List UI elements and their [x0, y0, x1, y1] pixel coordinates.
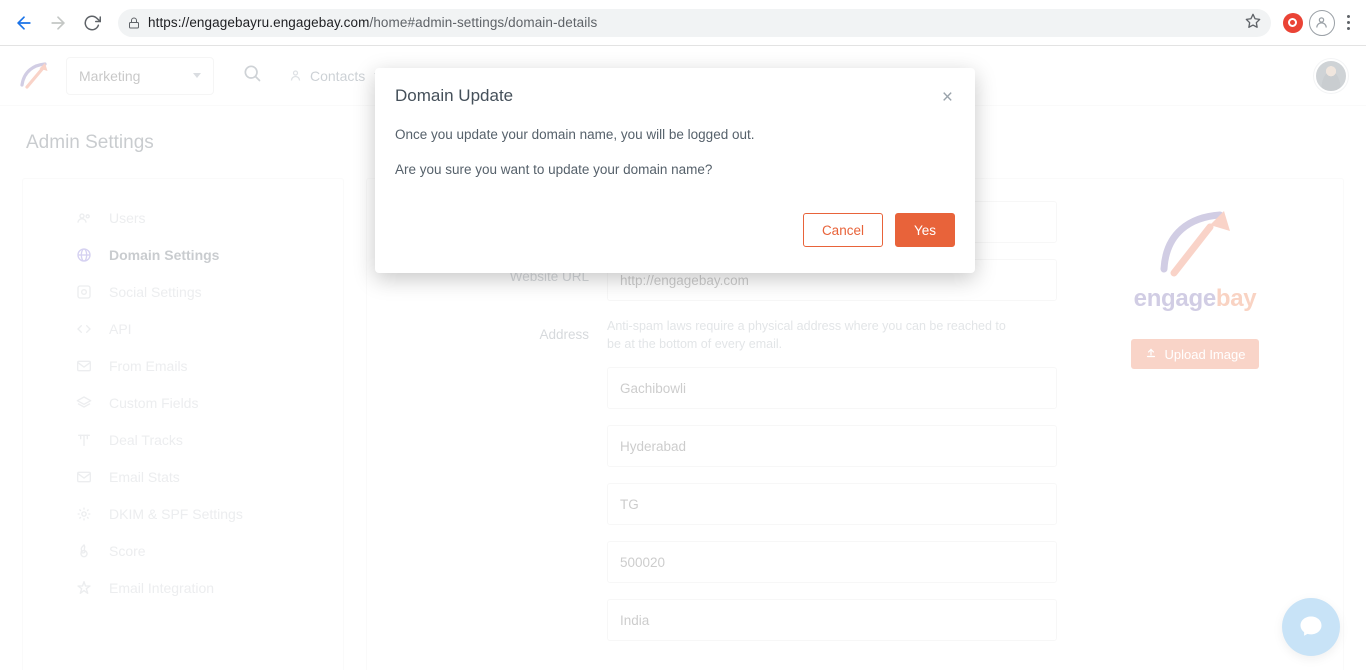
kebab-menu-icon[interactable]: [1341, 15, 1357, 31]
lock-icon: [128, 17, 140, 29]
extension-icon[interactable]: [1283, 13, 1303, 33]
address-bar[interactable]: [118, 9, 1271, 37]
close-icon[interactable]: ×: [941, 87, 953, 108]
forward-arrow-icon: [44, 9, 72, 37]
star-icon[interactable]: [1245, 13, 1261, 32]
confirm-yes-button[interactable]: Yes: [895, 213, 955, 247]
modal-footer: [375, 205, 975, 273]
cancel-button[interactable]: Cancel: [803, 213, 883, 247]
reload-icon[interactable]: [78, 9, 106, 37]
domain-update-modal: [375, 68, 975, 273]
browser-toolbar: [0, 0, 1366, 46]
modal-message-1: Once you update your domain name, you will be logged out.: [395, 127, 755, 142]
url-origin: https://engagebayru.engagebay.com: [148, 15, 370, 30]
url-text: [148, 15, 597, 30]
back-arrow-icon[interactable]: [10, 9, 38, 37]
modal-message-2: Are you sure you want to update your domain name?: [395, 162, 713, 177]
profile-avatar-icon[interactable]: [1309, 10, 1335, 36]
modal-body: [375, 109, 975, 205]
modal-title: Domain Update: [395, 86, 514, 105]
app-page: [0, 46, 1366, 670]
url-path: /home#admin-settings/domain-details: [369, 15, 598, 30]
modal-header: [375, 68, 975, 109]
